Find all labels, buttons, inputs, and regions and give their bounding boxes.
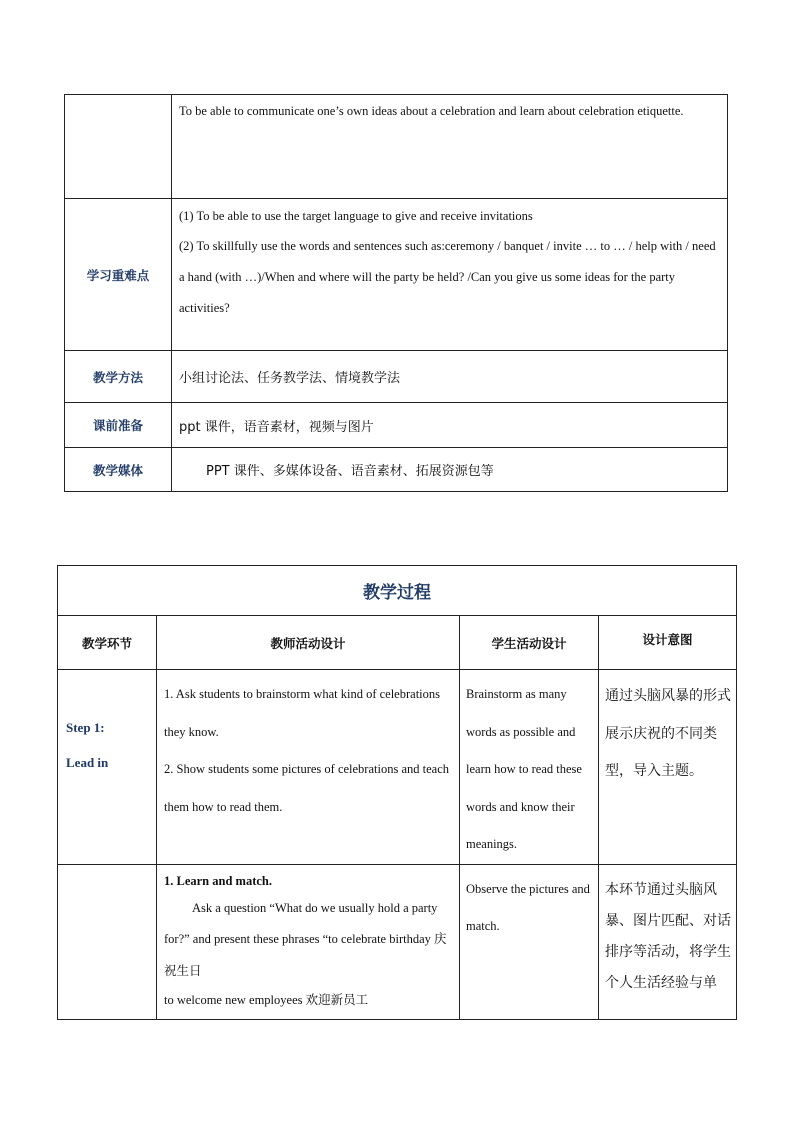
step2-cell	[58, 864, 157, 1019]
key-points-label: 学习重难点	[65, 199, 172, 351]
step1-teacher-activity	[157, 670, 460, 865]
header-stage: 教学环节	[58, 616, 157, 670]
media-value: PPT 课件、多媒体设备、语音素材、拓展资源包等	[172, 448, 728, 492]
step1-teacher-item-2: 2. Show students some pictures of celebrations and teach them how to read them.	[164, 762, 449, 814]
methods-label: 教学方法	[65, 351, 172, 403]
header-student: 学生活动设计	[460, 616, 599, 670]
step2-teacher-line2: to welcome new employees 欢迎新员工	[164, 993, 369, 1007]
step2-heading: 1. Learn and match.	[164, 873, 272, 888]
step1-teacher-item-1: 1. Ask students to brainstorm what kind of celebrations they know.	[164, 687, 441, 739]
prep-value: ppt 课件，语音素材，视频与图片	[172, 403, 728, 448]
key-point-1: (1) To be able to use the target language to give and receive invitations	[179, 209, 533, 223]
goal-label-cell	[65, 95, 172, 199]
key-points-cell	[172, 199, 728, 351]
step2-teacher-activity	[157, 864, 460, 1019]
teaching-process-table	[57, 565, 737, 1020]
step1-title: Lead in	[66, 755, 109, 770]
process-title: 教学过程	[58, 566, 737, 616]
step1-cell	[58, 670, 157, 865]
goal-text: To be able to communicate one’s own ideas about a celebration and learn about celebration etiquette.	[172, 95, 728, 199]
header-design: 设计意图	[599, 616, 737, 670]
prep-label: 课前准备	[65, 403, 172, 448]
step1-student-activity: Brainstorm as many words as possible and learn how to read these words and know their meanings.	[460, 670, 599, 865]
key-point-2: (2) To skillfully use the words and sentences such as:ceremony / banquet / invite … to … / help with / need a hand (with …)/When and where will the party be held? /Can you give us some ideas for the party activities?	[179, 239, 716, 315]
step2-student-activity: Observe the pictures and match.	[460, 864, 599, 1019]
header-teacher: 教师活动设计	[157, 616, 460, 670]
step1-design-intent: 通过头脑风暴的形式展示庆祝的不同类型，导入主题。	[599, 670, 737, 865]
course-info-table	[64, 94, 728, 492]
step2-teacher-text: Ask a question “What do we usually hold a party for?” and present these phrases “to celebrate birthday 庆祝生日	[164, 900, 447, 978]
methods-value: 小组讨论法、任务教学法、情境教学法	[172, 351, 728, 403]
step1-number: Step 1:	[66, 720, 105, 735]
step2-design-intent: 本环节通过头脑风暴、图片匹配、对话排序等活动，将学生个人生活经验与单	[599, 864, 737, 1019]
media-label: 教学媒体	[65, 448, 172, 492]
